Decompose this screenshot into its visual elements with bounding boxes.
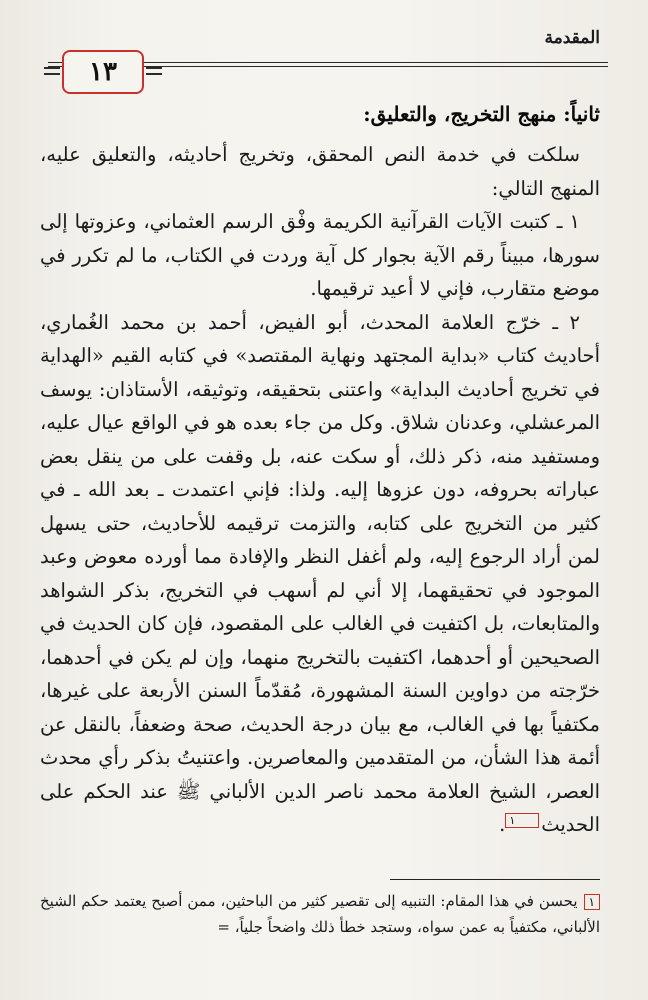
paragraph-item-1: ١ ـ كتبت الآيات القرآنية الكريمة وفْق الرسم العثماني، وعزوتها إلى سورها، مبيناً رقم الآية بجوار كل آية وردت في الكتاب، ما لم تكرر في موضع متقارب، فإني لا أعيد ترقيمها. — [40, 210, 600, 300]
paragraph-item-2: ٢ ـ خرّج العلامة المحدث، أبو الفيض، أحمد بن محمد الغُماري، أحاديث كتاب «بداية المجتهد ونهاية المقتصد» في كتابه القيم «الهداية في تخريج أحاديث البداية» واعتنى بتحقيقه، وتوثيقه، الأستاذان: يوسف المرعشلي، وعدنان شلاق. وكل من جاء بعده هو في الواقع عيال عليه، ومستفيد منه، ذكر ذلك، أو سكت عنه، بل وقفت على من ينقل بعض عباراته بحروفه، دون عزوها إليه. ولذا: فإني اعتمدت ـ بعد الله ـ في كثير من التخريج على كتابه، والتزمت ترقيمه للأحاديث، حتى يسهل لمن أراد الرجوع إليه، ولم أغفل النظر والإفادة مما أورده معوض وعبد الموجود في تحقيقهما، إلا أني لم أسهب في التخريج، بذكر الشواهد والمتابعات، بل اكتفيت في الغالب على المقصود، فإن كان الحديث في الصحيحين أو أحدهما، اكتفيت بالتخريج منهما، وإن لم يكن في أحدهما، خرّجته من دواوين السنة المشهورة، مُقدّماً السنن الأربعة على غيرها، مكتفياً بها في الغالب، مع بيان درجة الحديث، صحة وضعفاً، بالنقل عن أئمة هذا الشأن، من المتقدمين والمعاصرين. واعتنيتُ بذكر رأي محدث العصر، الشيخ العلامة محمد ناصر الدين الألباني ﷺ عند الحكم على الحديث١. — [40, 310, 600, 836]
page-number: ١٣ — [89, 57, 117, 87]
running-header-title: المقدمة — [544, 28, 600, 48]
footnote-reference[interactable]: ١ — [505, 813, 539, 828]
footnote-number: ١ — [584, 894, 600, 910]
footnote — [40, 888, 600, 940]
footnote-text: يحسن في هذا المقام: التنبيه إلى تقصير كثير من الباحثين، ممن أصبح يعتمد حكم الشيخ الألباني، مكتفياً به عمن سواه، وستجد خطأ ذلك واضحاً جلياً، = — [40, 892, 600, 936]
page-number-badge — [62, 50, 144, 94]
section-heading: ثانياً: منهج التخريج، والتعليق: — [363, 102, 600, 126]
paragraph-intro: سلكت في خدمة النص المحقق، وتخريج أحاديثه، والتعليق عليه، المنهج التالي: — [40, 143, 600, 200]
footnote-separator — [390, 879, 600, 880]
paragraph-item-2-text: ٢ ـ خرّج العلامة المحدث، أبو الفيض، أحمد بن محمد الغُماري، أحاديث كتاب «بداية المجتهد ونهاية المقتصد» في كتابه القيم «الهداية في تخريج أحاديث البداية» واعتنى بتحقيقه، وتوثيقه، الأستاذان: يوسف المرعشلي، وعدنان شلاق. وكل من جاء بعده هو في الواقع عيال عليه، ومستفيد منه، ذكر ذلك، أو سكت عنه، بل وقفت على من ينقل بعض عباراته بحروفه، دون عزوها إليه. ولذا: فإني اعتمدت ـ بعد الله ـ في كثير من التخريج على كتابه، والتزمت ترقيمه للأحاديث، حتى يسهل لمن أراد الرجوع إليه، ولم أغفل النظر والإفادة مما أورده معوض وعبد الموجود في تحقيقهما، إلا أني لم أسهب في التخريج، بذكر الشواهد والمتابعات، بل اكتفيت في الغالب على المقصود، فإن كان الحديث في الصحيحين أو أحدهما، اكتفيت بالتخريج منهما، وإن لم يكن في أحدهما، خرّجته من دواوين السنة المشهورة، مُقدّماً السنن الأربعة على غيرها، مكتفياً بها في الغالب، مع بيان درجة الحديث، صحة وضعفاً، بالنقل عن أئمة هذا الشأن، من المتقدمين والمعاصرين. واعتنيتُ بذكر رأي محدث العصر، الشيخ العلامة محمد ناصر الدين الألباني ﷺ عند الحكم على الحديث — [40, 310, 600, 836]
body-text — [40, 138, 600, 842]
